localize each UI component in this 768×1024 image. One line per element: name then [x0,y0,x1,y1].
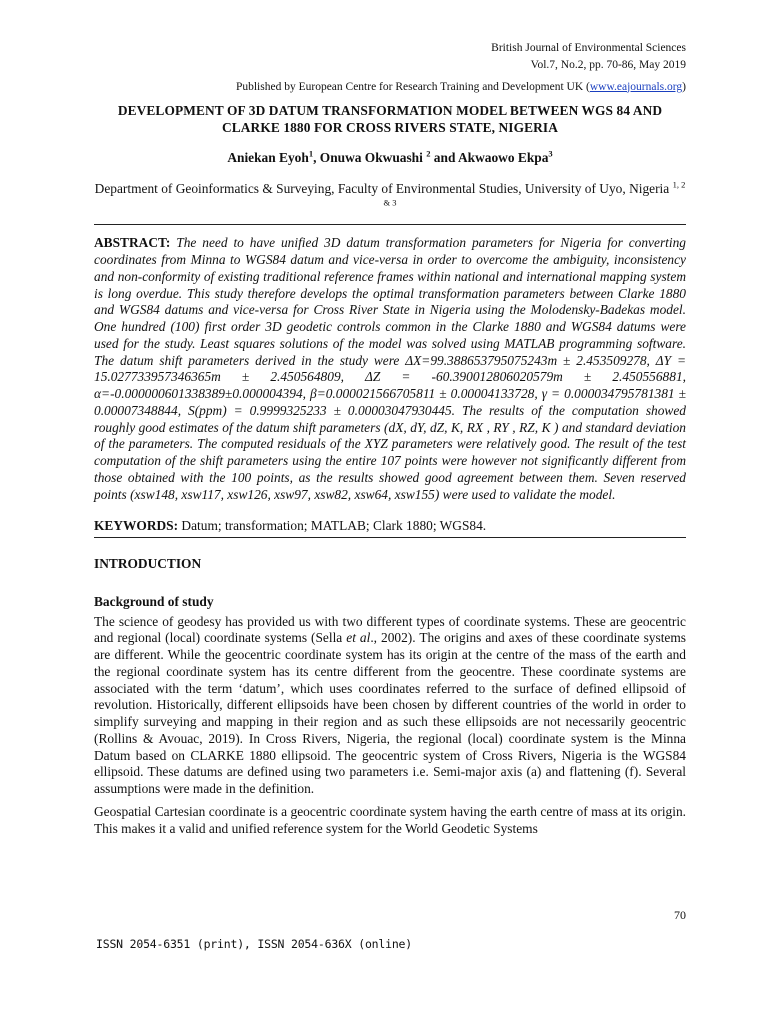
top-divider [94,224,686,225]
author-3: and Akwaowo Ekpa [430,150,549,166]
journal-name: British Journal of Environmental Sciences [491,42,686,54]
keywords-divider [94,537,686,538]
paragraph-2: Geospatial Cartesian coordinate is a geocentric coordinate system having the earth centre of mass at its origin. This makes it a valid and unified reference system for the World Geodetic Systems [94,803,686,836]
author-1: Aniekan Eyoh [227,150,309,166]
keywords-text: Datum; transformation; MATLAB; Clark 1880; WGS84. [178,518,487,534]
keywords [94,517,686,534]
paragraph-1-start: The science of geodesy has provided us with two different types of coordinate systems. These are geocentric and regional (local) coordinate systems (Sella [94,613,686,646]
author-2: , Onuwa Okwuashi [313,150,427,166]
page-number: 70 [674,908,686,922]
paper-title: DEVELOPMENT OF 3D DATUM TRANSFORMATION MODEL BETWEEN WGS 84 AND CLARKE 1880 FOR CROSS RIVERS STATE, NIGERIA [117,102,663,135]
affiliation [94,180,686,216]
journal-volume: Vol.7, No.2, pp. 70-86, May 2019 [530,59,686,72]
publisher-prefix: Published by European Centre for Research Training and Development UK ( [235,80,590,93]
abstract-label: ABSTRACT: [94,235,171,251]
publisher-link[interactable]: www.eajournals.org [589,80,683,93]
paragraph-1-rest: ., 2002). The origins and axes of these coordinate systems are different. While the geocentric coordinate system has its origin at the centre of the mass of the earth and the regional coordinate system has its centre different from the geocentre. These coordinate systems are associated with the term ‘datum’, which uses coordinates referred to the surface of defined ellipsoid of revolution. Historically, different ellipsoids have been chosen by different countries of the world in order to simplify surveying and mapping in their region and as such these ellipsoids are not necessarily geocentric (Rollins & Avouac, 2019). In Cross Rivers, Nigeria, the regional (local) coordinate system is the Minna Datum based on CLARKE 1880 ellipsoid. The geocentric system of Cross Rivers, Nigeria is the WGS84 ellipsoid. These datums are defined using two parameters i.e. Semi-major axis (a) and flattening (f). Several assumptions were made in the definition. [94,630,687,797]
paper-page [94,40,686,837]
author-3-sup: 3 [548,148,553,159]
author-2-sup: 2 [426,148,431,159]
intro-heading: INTRODUCTION [94,555,202,571]
paragraph-1-em: et al [346,630,371,646]
issn-footer: ISSN 2054-6351 (print), ISSN 2054-636X (online) [96,937,413,951]
affiliation-text: Department of Geoinformatics & Surveying, Faculty of Environmental Studies, University of Uyo, Nigeria [94,181,673,197]
keywords-label: KEYWORDS: [94,518,179,534]
background-heading: Background of study [94,593,214,609]
author-1-sup: 1 [308,148,314,159]
journal-header [94,40,686,96]
affiliation-sup: 1, 2 & 3 [383,179,686,208]
author-list [94,150,686,166]
publisher-suffix: ) [682,80,686,93]
paragraph-1 [94,614,686,798]
publisher-line [94,79,686,96]
abstract-text: The need to have unified 3D datum transformation parameters for Nigeria for converting coordinates from Minna to WGS84 datum and vice-versa in order to overcome the ambiguity, inconsistency and non-conformity of existing traditional reference frames within national and international mapping system is long overdue. This study therefore develops the optimal transformation parameters between Clarke 1880 and WGS84 datums and vice-versa for Cross River State in Nigeria using the Molodensky-Badekas model. One hundred (100) first order 3D geodetic controls common in the Clarke 1880 and WGS84 datums were used for the study. Least squares solutions of the model was solved using MATLAB programming software. The datum shift parameters derived in the study were ΔX=99.388653795075243m ± 2.453509278, ΔY = 15.027733957346365m ± 2.450564809, ΔZ = -60.390012806020579m ± 2.450556881, α=-0.000000601338389±0.000004394, β=0.000021566705811 ± 0.00004133728, γ = 0.000034795781381 ± 0.00007348844, S(ppm) = 0.9999325233 ± 0.00003047930445. The results of the computation showed roughly good estimates of the datum shift parameters (dX, dY, dZ, K, RX , RY , RZ, K ) and standard deviation of the parameters. The computed residuals of the XYZ parameters were relatively good. The result of the test computation of the shift parameters using the entire 107 points were however not significantly different from those obtained with the 100 points, as the results showed good agreement between them. Seven reserved points (xsw148, xsw117, xsw126, xsw97, xsw82, xsw64, xsw155) were used to validate the model. [94,235,686,502]
abstract [94,235,686,503]
